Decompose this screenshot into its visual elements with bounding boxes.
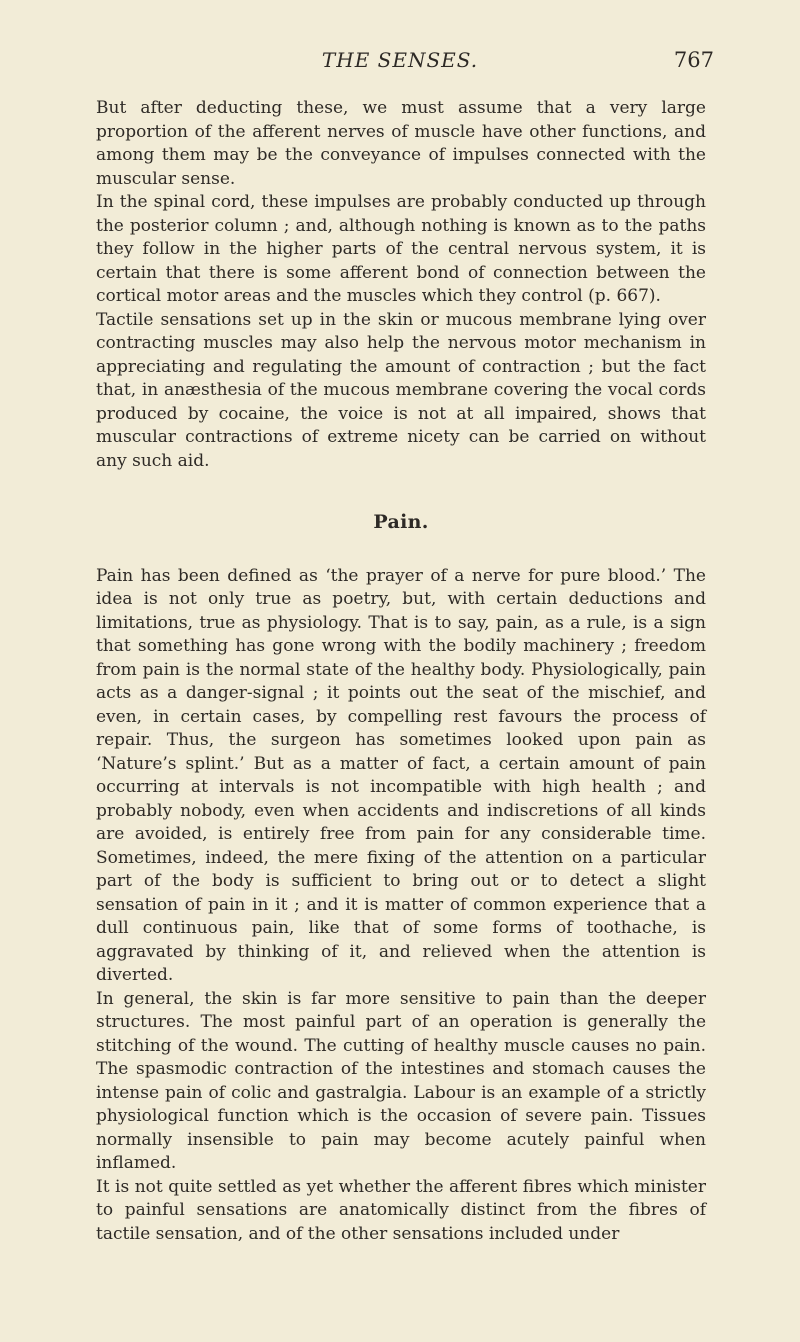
paragraph: In the spinal cord, these impulses are probably conducted up through the posterior column ; and, although nothing is known as to the paths they follow in the higher parts of the central nervous system, it is certain that there is some afferent bond of connection between the cortical motor areas and the muscles which they control (p. 667). — [96, 192, 706, 306]
paragraph: Pain has been defined as ‘the prayer of a nerve for pure blood.’ The idea is not only true as poetry, but, with certain deductions and limitations, true as physiology. That is to say, pain, as a rule, is a sign that something has gone wrong with the bodily machinery ; freedom from pain is the normal state of the healthy body. Physiologically, pain acts as a danger-signal ; it points out the seat of the mischief, and even, in certain cases, by compelling rest favours the process of repair. Thus, the surgeon has sometimes looked upon pain as ‘Nature’s splint.’ But as a matter of fact, a certain amount of pain occurring at intervals is not incompatible with high health ; and probably nobody, even when accidents and indiscretions of all kinds are avoided, is entirely free from pain for any considerable time. Sometimes, indeed, the mere fixing of the attention on a particular part of the body is sufficient to bring out or to detect a slight sensation of pain in it ; and it is matter of common experience that a dull continuous pain, like that of some forms of toothache, is aggravated by thinking of it, and relieved when the attention is diverted. — [96, 565, 706, 985]
section-heading: Pain. — [373, 511, 429, 533]
paragraph: It is not quite settled as yet whether the afferent fibres which minister to painful sensations are anatomically distinct from the fibres of tactile sensation, and of the other sensations included under — [96, 1176, 706, 1244]
body-text — [96, 97, 706, 1246]
paragraph: Tactile sensations set up in the skin or mucous membrane lying over contracting muscles may also help the nervous motor mechanism in appreciating and regulating the amount of contraction ; but the fact that, in anæsthesia of the mucous membrane covering the vocal cords produced by cocaine, the voice is not at all impaired, shows that muscular contractions of extreme nicety can be carried on without any such aid. — [96, 309, 706, 471]
running-head — [0, 48, 800, 78]
running-title: THE SENSES. — [321, 48, 479, 72]
paragraph: In general, the skin is far more sensitive to pain than the deeper structures. The most painful part of an operation is generally the stitching of the wound. The cutting of healthy muscle causes no pain. The spasmodic contraction of the intestines and stomach causes the intense pain of colic and gastralgia. Labour is an example of a strictly physiological function which is the occasion of severe pain. Tissues normally insensible to pain may become acutely painful when inflamed. — [96, 988, 706, 1173]
paragraph: But after deducting these, we must assume that a very large proportion of the afferent nerves of muscle have other functions, and among them may be the conveyance of impulses connected with the muscular sense. — [96, 98, 706, 189]
page-number: 767 — [673, 48, 714, 72]
